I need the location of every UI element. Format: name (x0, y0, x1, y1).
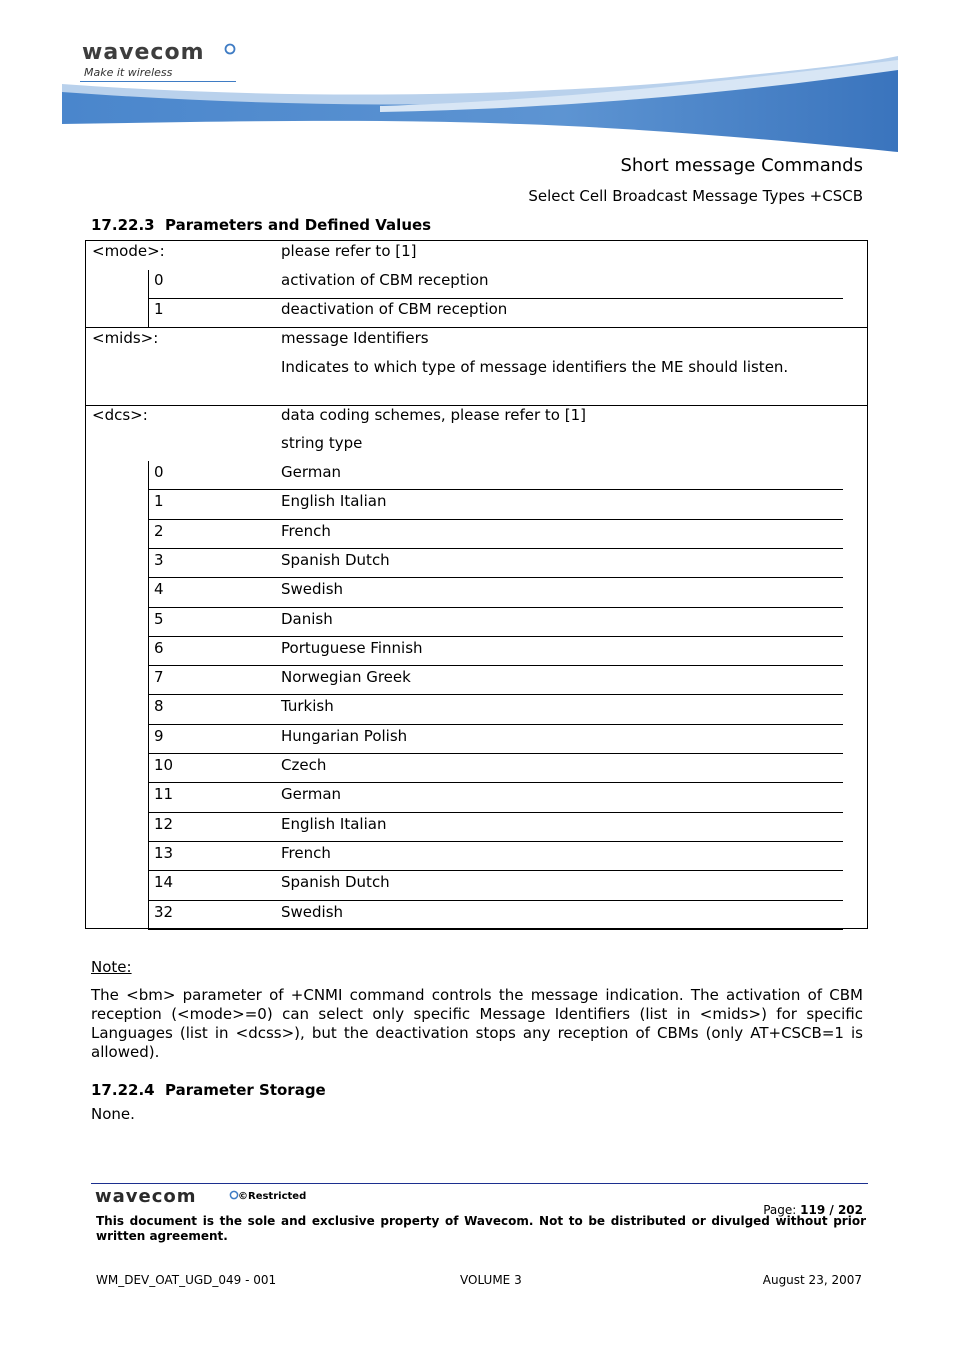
section-title: Select Cell Broadcast Message Types +CSCB (528, 187, 863, 205)
row-separator (148, 548, 843, 549)
param-desc-dcs-type: string type (281, 434, 363, 452)
row-separator (148, 870, 843, 871)
mode-value-label: activation of CBM reception (281, 271, 489, 289)
dcs-language: Spanish Dutch (281, 873, 390, 891)
param-name-mode: <mode>: (92, 242, 165, 260)
dcs-value: 5 (154, 610, 164, 628)
dcs-language: Portuguese Finnish (281, 639, 423, 657)
dcs-value: 13 (154, 844, 174, 862)
header-tagline: Make it wireless (84, 66, 173, 79)
dcs-language: Czech (281, 756, 327, 774)
row-separator (148, 812, 843, 813)
page-label: Page: (763, 1203, 801, 1217)
section-heading-storage: 17.22.4 Parameter Storage (91, 1081, 326, 1099)
footer-date: August 23, 2007 (762, 1273, 862, 1287)
param-desc-dcs: data coding schemes, please refer to [1] (281, 406, 586, 424)
row-separator (148, 782, 843, 783)
row-separator (148, 724, 843, 725)
dcs-value: 7 (154, 668, 164, 686)
dcs-language: Hungarian Polish (281, 727, 408, 745)
dcs-language: Swedish (281, 903, 344, 921)
footer-disclaimer: This document is the sole and exclusive property of Wavecom. Not to be distributed or divulged without prior written agreement. (96, 1214, 866, 1243)
dcs-value: 8 (154, 697, 164, 715)
row-separator (148, 298, 843, 299)
block-separator (86, 327, 867, 328)
page-separator: / (825, 1203, 838, 1217)
page-current: 119 (800, 1203, 826, 1217)
dcs-value: 10 (154, 756, 174, 774)
footer-logo: wavecom (95, 1186, 197, 1207)
dcs-value: 3 (154, 551, 164, 569)
row-separator (148, 489, 843, 490)
header-logo: wavecom (82, 40, 205, 65)
footer-page (756, 1189, 863, 1217)
param-desc-mids: message Identifiers (281, 329, 429, 347)
dcs-language: French (281, 522, 331, 540)
note-label: Note: (91, 958, 132, 976)
header-banner (0, 0, 954, 160)
dcs-language: Danish (281, 610, 333, 628)
row-separator (148, 694, 843, 695)
dcs-language: Spanish Dutch (281, 551, 390, 569)
dcs-language: English Italian (281, 815, 387, 833)
param-name-dcs: <dcs>: (92, 406, 148, 424)
footer-rule (91, 1183, 868, 1184)
tagline-rule (80, 81, 236, 82)
storage-text: None. (91, 1105, 135, 1123)
section-heading-parameters: 17.22.3 Parameters and Defined Values (91, 216, 432, 234)
dcs-value: 4 (154, 580, 164, 598)
dcs-language: German (281, 463, 342, 481)
mode-value-label: deactivation of CBM reception (281, 300, 508, 318)
footer-restricted: ©Restricted (238, 1191, 307, 1202)
page-total: 202 (837, 1203, 863, 1217)
note-text: The <bm> parameter of +CNMI command controls the message indication. The activation of CBM reception (<mode>=0) can select only specific Message Identifiers (list in <mids>) for specific Languages (list in <dcss>), but the deactivation stops any reception of CBMs (only AT+CSCB=1 is allowed). (91, 986, 863, 1061)
dcs-value: 0 (154, 463, 164, 481)
param-desc-mids-detail: Indicates to which type of message identifiers the ME should listen. (281, 358, 789, 376)
dcs-language: English Italian (281, 492, 387, 510)
param-name-mids: <mids>: (92, 329, 159, 347)
row-separator (148, 753, 843, 754)
footer-volume: VOLUME 3 (460, 1273, 522, 1287)
row-separator (148, 929, 843, 930)
chapter-title: Short message Commands (620, 155, 863, 176)
row-separator (148, 841, 843, 842)
dcs-language: Norwegian Greek (281, 668, 411, 686)
logo-swirl-icon (224, 40, 236, 59)
dcs-value: 32 (154, 903, 174, 921)
param-desc-mode: please refer to [1] (281, 242, 417, 260)
dcs-value: 6 (154, 639, 164, 657)
row-separator (148, 577, 843, 578)
row-separator (148, 519, 843, 520)
mode-value: 0 (154, 271, 164, 289)
dcs-language: French (281, 844, 331, 862)
footer-doc-ref: WM_DEV_OAT_UGD_049 - 001 (96, 1273, 277, 1287)
dcs-value: 12 (154, 815, 174, 833)
dcs-value: 11 (154, 785, 174, 803)
dcs-value-divider (148, 461, 149, 929)
dcs-language: Turkish (281, 697, 334, 715)
dcs-value: 9 (154, 727, 164, 745)
dcs-language: German (281, 785, 342, 803)
mode-value: 1 (154, 300, 164, 318)
row-separator (148, 900, 843, 901)
mode-value-divider (148, 270, 149, 328)
banner-swoosh (0, 0, 954, 160)
parameters-table (85, 240, 868, 929)
dcs-language: Swedish (281, 580, 344, 598)
row-separator (148, 665, 843, 666)
dcs-value: 14 (154, 873, 174, 891)
row-separator (148, 636, 843, 637)
dcs-value: 2 (154, 522, 164, 540)
row-separator (148, 607, 843, 608)
dcs-value: 1 (154, 492, 164, 510)
